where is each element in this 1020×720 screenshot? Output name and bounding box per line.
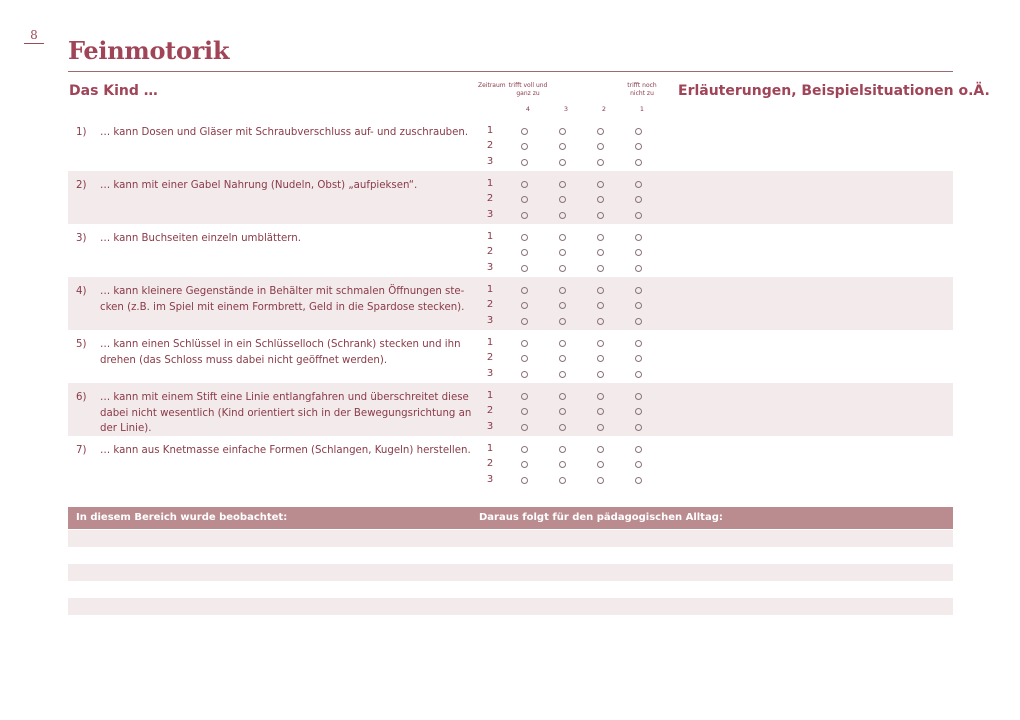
- observation-input-line-3[interactable]: [68, 598, 953, 615]
- rating-radio-2[interactable]: [597, 128, 604, 135]
- item-row: [68, 224, 953, 277]
- scale-3: 3: [563, 105, 569, 113]
- rating-radio-1[interactable]: [635, 340, 642, 347]
- rating-radio-2[interactable]: [597, 196, 604, 203]
- rating-radio-4[interactable]: [521, 477, 528, 484]
- scale-4: 4: [525, 105, 531, 113]
- rating-radio-2[interactable]: [597, 355, 604, 362]
- period-label: 2: [486, 246, 494, 257]
- item-number: 5): [76, 339, 87, 350]
- rating-radio-2[interactable]: [597, 408, 604, 415]
- period-label: 1: [486, 231, 494, 242]
- rating-radio-2[interactable]: [597, 212, 604, 219]
- rating-radio-4[interactable]: [521, 212, 528, 219]
- title-divider: [68, 71, 953, 72]
- item-row: [68, 436, 953, 489]
- rating-radio-2[interactable]: [597, 143, 604, 150]
- rating-radio-2[interactable]: [597, 340, 604, 347]
- item-number: 3): [76, 233, 87, 244]
- rating-radio-2[interactable]: [597, 446, 604, 453]
- item-number: 7): [76, 445, 87, 456]
- rating-radio-2[interactable]: [597, 249, 604, 256]
- period-label: 3: [486, 315, 494, 326]
- item-text: … kann Buchseiten einzeln umblättern.: [100, 233, 301, 244]
- rating-radio-1[interactable]: [635, 424, 642, 431]
- period-label: 2: [486, 193, 494, 204]
- rating-radio-1[interactable]: [635, 212, 642, 219]
- rating-radio-1[interactable]: [635, 196, 642, 203]
- consequence-label: Daraus folgt für den pädagogischen Alltag:: [479, 512, 723, 523]
- rating-radio-1[interactable]: [635, 446, 642, 453]
- rating-radio-1[interactable]: [635, 159, 642, 166]
- rating-radio-4[interactable]: [521, 287, 528, 294]
- item-statement: [76, 284, 476, 315]
- period-label: 1: [486, 125, 494, 136]
- rating-radio-1[interactable]: [635, 393, 642, 400]
- item-statement: [76, 178, 476, 194]
- rating-radio-1[interactable]: [635, 355, 642, 362]
- item-statement: [76, 337, 476, 368]
- item-statement: [76, 443, 476, 459]
- period-column-header: Zeitraum: [478, 82, 506, 89]
- period-label: 2: [486, 299, 494, 310]
- rating-radio-1[interactable]: [635, 143, 642, 150]
- period-label: 3: [486, 209, 494, 220]
- rating-radio-1[interactable]: [635, 318, 642, 325]
- item-statement: [76, 125, 476, 141]
- rating-radio-1[interactable]: [635, 408, 642, 415]
- rating-radio-4[interactable]: [521, 318, 528, 325]
- observation-header-bar: [68, 507, 953, 529]
- observation-input-line-2[interactable]: [68, 564, 953, 581]
- item-row: [68, 383, 953, 436]
- rating-radio-4[interactable]: [521, 234, 528, 241]
- rating-radio-1[interactable]: [635, 249, 642, 256]
- rating-radio-1[interactable]: [635, 371, 642, 378]
- high-agreement-header: trifft voll und ganz zu: [508, 82, 548, 97]
- rating-radio-3[interactable]: [559, 265, 566, 272]
- rating-radio-2[interactable]: [597, 318, 604, 325]
- rating-radio-4[interactable]: [521, 340, 528, 347]
- rating-radio-3[interactable]: [559, 234, 566, 241]
- item-text: … kann mit einem Stift eine Linie entlangfahren und überschreitet diese dabei nicht wesentlich (Kind orientiert sich in der Bewegungsrichtung an der Linie).: [100, 392, 472, 434]
- rating-radio-4[interactable]: [521, 408, 528, 415]
- rating-radio-2[interactable]: [597, 181, 604, 188]
- section-subheading: Das Kind …: [69, 83, 158, 99]
- rating-radio-1[interactable]: [635, 181, 642, 188]
- item-text: … kann aus Knetmasse einfache Formen (Schlangen, Kugeln) herstellen.: [100, 445, 471, 456]
- observed-label: In diesem Bereich wurde beobachtet:: [76, 512, 288, 523]
- period-label: 3: [486, 421, 494, 432]
- rating-radio-1[interactable]: [635, 461, 642, 468]
- rating-radio-4[interactable]: [521, 446, 528, 453]
- rating-radio-3[interactable]: [559, 212, 566, 219]
- rating-radio-4[interactable]: [521, 302, 528, 309]
- rating-radio-3[interactable]: [559, 355, 566, 362]
- rating-radio-3[interactable]: [559, 143, 566, 150]
- rating-radio-3[interactable]: [559, 408, 566, 415]
- period-label: 1: [486, 284, 494, 295]
- period-label: 2: [486, 352, 494, 363]
- rating-radio-4[interactable]: [521, 196, 528, 203]
- rating-radio-2[interactable]: [597, 477, 604, 484]
- rating-radio-3[interactable]: [559, 196, 566, 203]
- period-label: 1: [486, 390, 494, 401]
- item-text: … kann kleinere Gegenstände in Behälter mit schmalen Öffnungen ste-cken (z.B. im Spiel mit einem Formbrett, Geld in die Spardose stecken).: [100, 286, 465, 313]
- item-number: 1): [76, 127, 87, 138]
- rating-radio-4[interactable]: [521, 393, 528, 400]
- item-number: 2): [76, 180, 87, 191]
- rating-radio-2[interactable]: [597, 159, 604, 166]
- item-row: [68, 171, 953, 224]
- item-text: … kann Dosen und Gläser mit Schraubverschluss auf- und zuschrauben.: [100, 127, 469, 138]
- notes-heading: Erläuterungen, Beispielsituationen o.Ä.: [678, 83, 990, 99]
- rating-radio-4[interactable]: [521, 265, 528, 272]
- rating-radio-3[interactable]: [559, 159, 566, 166]
- rating-radio-3[interactable]: [559, 181, 566, 188]
- rating-radio-4[interactable]: [521, 143, 528, 150]
- rating-radio-1[interactable]: [635, 128, 642, 135]
- rating-radio-3[interactable]: [559, 302, 566, 309]
- item-statement: [76, 390, 476, 437]
- rating-radio-1[interactable]: [635, 287, 642, 294]
- rating-radio-2[interactable]: [597, 461, 604, 468]
- period-label: 1: [486, 178, 494, 189]
- period-label: 3: [486, 368, 494, 379]
- rating-radio-4[interactable]: [521, 249, 528, 256]
- period-label: 2: [486, 458, 494, 469]
- rating-radio-3[interactable]: [559, 340, 566, 347]
- item-row: [68, 330, 953, 383]
- rating-radio-2[interactable]: [597, 371, 604, 378]
- period-label: 1: [486, 337, 494, 348]
- item-text: … kann mit einer Gabel Nahrung (Nudeln, Obst) „aufpieksen“.: [100, 180, 418, 191]
- rating-radio-4[interactable]: [521, 355, 528, 362]
- item-number: 6): [76, 392, 87, 403]
- rating-radio-2[interactable]: [597, 265, 604, 272]
- rating-radio-4[interactable]: [521, 371, 528, 378]
- rating-radio-3[interactable]: [559, 393, 566, 400]
- rating-radio-3[interactable]: [559, 424, 566, 431]
- rating-radio-1[interactable]: [635, 265, 642, 272]
- period-label: 3: [486, 262, 494, 273]
- rating-radio-4[interactable]: [521, 424, 528, 431]
- rating-radio-3[interactable]: [559, 446, 566, 453]
- period-label: 2: [486, 140, 494, 151]
- rating-radio-4[interactable]: [521, 461, 528, 468]
- scale-1: 1: [639, 105, 645, 113]
- period-label: 2: [486, 405, 494, 416]
- rating-radio-4[interactable]: [521, 159, 528, 166]
- rating-radio-3[interactable]: [559, 249, 566, 256]
- period-label: 3: [486, 156, 494, 167]
- rating-radio-2[interactable]: [597, 424, 604, 431]
- rating-radio-1[interactable]: [635, 477, 642, 484]
- rating-radio-3[interactable]: [559, 287, 566, 294]
- rating-radio-3[interactable]: [559, 318, 566, 325]
- page-title: Feinmotorik: [68, 36, 230, 65]
- period-label: 3: [486, 474, 494, 485]
- item-statement: [76, 231, 476, 247]
- rating-radio-4[interactable]: [521, 128, 528, 135]
- low-agreement-header: trifft noch nicht zu: [627, 82, 657, 97]
- rating-radio-2[interactable]: [597, 302, 604, 309]
- rating-radio-3[interactable]: [559, 461, 566, 468]
- rating-radio-4[interactable]: [521, 181, 528, 188]
- item-text: … kann einen Schlüssel in ein Schlüsselloch (Schrank) stecken und ihn drehen (das Schloss muss dabei nicht geöffnet werden).: [100, 339, 461, 366]
- rating-radio-1[interactable]: [635, 234, 642, 241]
- rating-radio-1[interactable]: [635, 302, 642, 309]
- rating-radio-3[interactable]: [559, 128, 566, 135]
- rating-radio-2[interactable]: [597, 287, 604, 294]
- scale-2: 2: [601, 105, 607, 113]
- observation-input-line-1[interactable]: [68, 530, 953, 547]
- item-number: 4): [76, 286, 87, 297]
- rating-radio-2[interactable]: [597, 393, 604, 400]
- item-row: [68, 118, 953, 171]
- page-number: 8: [24, 28, 44, 44]
- rating-radio-3[interactable]: [559, 371, 566, 378]
- rating-radio-2[interactable]: [597, 234, 604, 241]
- item-row: [68, 277, 953, 330]
- period-label: 1: [486, 443, 494, 454]
- rating-radio-3[interactable]: [559, 477, 566, 484]
